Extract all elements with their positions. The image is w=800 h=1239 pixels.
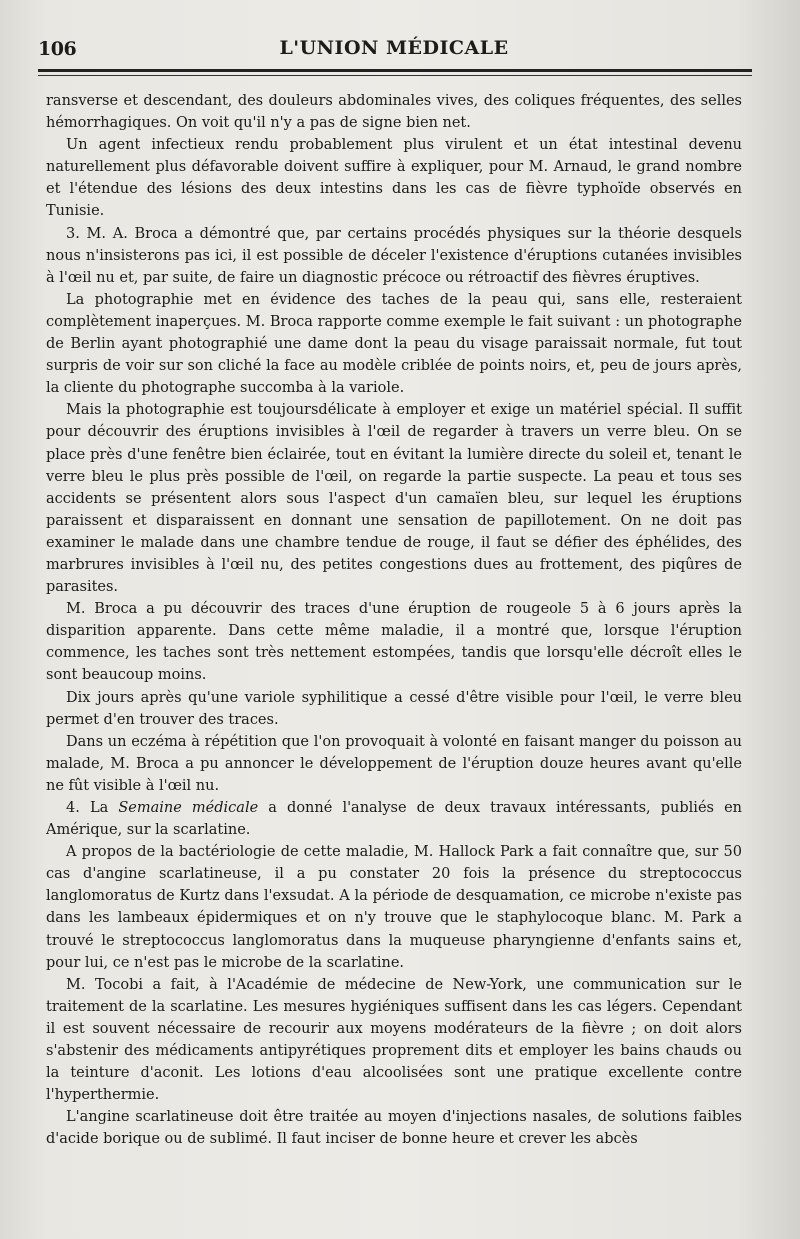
paragraph-7: Dix jours après qu'une variole syphilitique a cessé d'être visible pour l'œil, le verre bleu permet d'en trouver des traces. [46, 689, 742, 728]
paragraph-10: A propos de la bactériologie de cette maladie, M. Hallock Park a fait connaître que, sur 50 cas d'angine scarlatineuse, il a pu constater 20 fois la présence du streptococcus langlomoratus de Kurtz dans l'exsudat. A la période de desquamation, ce microbe n'existe pas dans les lambeaux épidermiques et on n'y trouve que le staphylocoque blanc. M. Park a trouvé le streptococcus langlomoratus dans la muqueuse pharyngienne d'enfants sains et, pour lui, ce n'est pas le microbe de la scarlatine. [46, 844, 742, 971]
paragraph-1: ransverse et descendant, des douleurs abdominales vives, des coliques fréquentes, des selles hémorrhagiques. On voit qu'il n'y a pas de signe bien net. [46, 93, 742, 132]
paragraph-4: La photographie met en évidence des taches de la peau qui, sans elle, resteraient complètement inaperçues. M. Broca rapporte comme exemple le fait suivant : un photographe de Berlin ayant photographié une dame dont la peau du visage paraissait normale, fut tout surpris de voir sur son cliché la face au modèle criblée de points noirs, et, peu de jours après, la cliente du photographe succomba à la variole. [46, 291, 742, 397]
paragraph-8: Dans un eczéma à répétition que l'on provoquait à volonté en faisant manger du poisson au malade, M. Broca a pu annoncer le développement de l'éruption douze heures avant qu'elle ne fût visible à l'œil nu. [46, 733, 742, 794]
header-rule-thin [38, 75, 752, 76]
paragraph-9-rest: a donné l'analyse de deux travaux intéressants, publiés en Amérique, sur la scarlatine. [46, 800, 742, 839]
paragraph-5: Mais la photographie est toujoursdélicate à employer et exige un matériel spécial. Il suffit pour découvrir des éruptions invisibles à l'œil de regarder à travers un verre bleu. On se place près d'une fenêtre bien éclairée, tout en évitant la lumière directe du soleil et, tenant le verre bleu le plus près possible de l'œil, on regarde la partie suspecte. La peau et tous ses accidents se présentent alors sous l'aspect d'un camaïen bleu, sur lequel les éruptions paraissent et disparaissent en donnant une sensation de papillotement. On ne doit pas examiner le malade dans une chambre tendue de rouge, il faut se défier des éphélides, des marbrures invisibles à l'œil nu, des petites congestions dues au frottement, des piqûres de parasites. [46, 402, 742, 596]
page-header [38, 34, 750, 64]
paragraph-9-lead: 4. La [66, 800, 119, 816]
paragraph-6: M. Broca a pu découvrir des traces d'une éruption de rougeole 5 à 6 jours après la disparition apparente. Dans cette même maladie, il a montré que, lorsque l'éruption commence, les taches sont très nettement estompées, tandis que lorsqu'elle décroît elles le sont beaucoup moins. [46, 601, 742, 684]
paragraph-2: Un agent infectieux rendu probablement plus virulent et un état intestinal devenu naturellement plus défavorable doivent suffire à expliquer, pour M. Arnaud, le grand nombre et l'étendue des lésions des deux intestins dans les cas de fièvre typhoïde observés en Tunisie. [46, 137, 742, 220]
running-title: L'UNION MÉDICALE [279, 37, 509, 59]
page-number: 106 [38, 38, 77, 60]
paragraph-12: L'angine scarlatineuse doit être traitée au moyen d'injections nasales, de solutions faibles d'acide borique ou de sublimé. Il faut inciser de bonne heure et crever les abcès [46, 1109, 742, 1148]
paragraph-9 [46, 797, 742, 841]
paragraph-3: 3. M. A. Broca a démontré que, par certains procédés physiques sur la théorie desquels nous n'insisterons pas ici, il est possible de déceler l'existence d'éruptions cutanées invisibles à l'œil nu et, par suite, de faire un diagnostic précoce ou rétroactif des fièvres éruptives. [46, 225, 742, 286]
journal-title: Semaine médicale [118, 800, 259, 816]
header-rule-thick [38, 69, 752, 72]
article-body [46, 90, 742, 1151]
paragraph-11: M. Tocobi a fait, à l'Académie de médecine de New-York, une communication sur le traitement de la scarlatine. Les mesures hygiéniques suffisent dans les cas légers. Cependant il est souvent nécessaire de recourir aux moyens modérateurs de la fièvre ; on doit alors s'abstenir des médicaments antipyrétiques proprement dits et employer les bains chauds ou la teinture d'aconit. Les lotions d'eau alcoolisées sont une pratique excellente contre l'hyperthermie. [46, 976, 742, 1104]
